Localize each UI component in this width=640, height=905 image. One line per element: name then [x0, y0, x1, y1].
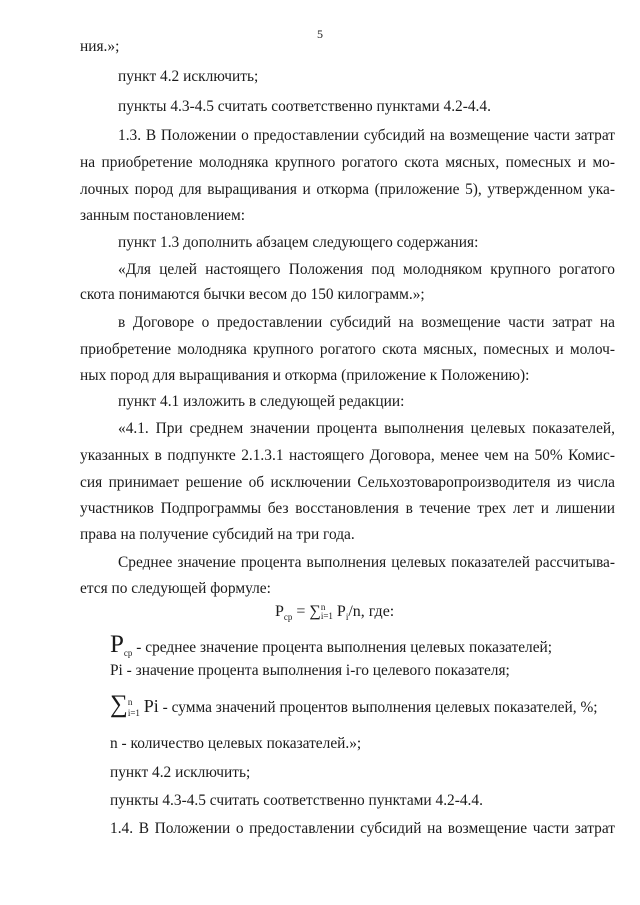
text-line: участников Подпрограммы без восстановления в течение трех лет и лишении — [80, 500, 615, 517]
definition-pcp: $P_{ср}$ - среднее значение процента выполнения целевых показателей; — [110, 631, 553, 658]
text-line: 1.3. В Положении о предоставлении субсидий на возмещение части затрат — [118, 127, 615, 144]
text-line: ных пород для выращивания и откорма (приложение к Положению): — [80, 367, 530, 384]
text-line: права на получение субсидий на три года. — [80, 526, 355, 543]
text-line: на приобретение молодняка крупного рогатого скота мясных, помесных и мо- — [80, 154, 615, 171]
formula: $P_{ср}$ = ∑ n i=1 $P_i/n$, где: — [275, 602, 395, 622]
text-line: пункт 1.3 дополнить абзацем следующего содержания: — [118, 234, 479, 251]
text-line: Среднее значение процента выполнения целевых показателей рассчитыва- — [118, 554, 615, 571]
text-line: скота понимаются бычки весом до 150 килограмм.»; — [80, 286, 425, 303]
text-line: лочных пород для выращивания и откорма (приложение 5), утвержденном ука- — [80, 181, 615, 198]
text-line: указанных в подпункте 2.1.3.1 настоящего Договора, менее чем на 50% Комис- — [80, 447, 615, 464]
text-line: пункт 4.2 исключить; — [110, 764, 251, 781]
definition-n: n - количество целевых показателей.»; — [110, 735, 362, 752]
text-line: в Договоре о предоставлении субсидий на возмещение части затрат на — [118, 314, 615, 331]
text-line: ния.»; — [80, 38, 120, 55]
definition-pi: Pi - значение процента выполнения i-го целевого показателя; — [110, 662, 510, 679]
text-line: занным постановлением: — [80, 207, 246, 224]
text-line: пункты 4.3-4.5 считать соответственно пунктами 4.2-4.4. — [110, 792, 483, 809]
text-line: ется по следующей формуле: — [80, 580, 271, 597]
text-line: «4.1. При среднем значении процента выполнения целевых показателей, — [118, 420, 615, 437]
text-line: пункт 4.2 исключить; — [118, 68, 259, 85]
page-number: 5 — [317, 27, 323, 41]
text-line: пункт 4.1 изложить в следующей редакции: — [118, 393, 405, 410]
text-line: пункты 4.3-4.5 считать соответственно пунктами 4.2-4.4. — [118, 98, 491, 115]
definition-sum: ∑ n i=1 Pi - сумма значений процентов выполнения целевых показателей, %; — [110, 691, 598, 719]
text-line: сия принимает решение об исключении Сельхозтоваропроизводителя из числа — [80, 474, 615, 491]
text-line: приобретение молодняка крупного рогатого скота мясных, помесных и молоч- — [80, 341, 615, 358]
text-line: 1.4. В Положении о предоставлении субсидий на возмещение части затрат — [110, 820, 615, 837]
text-line: «Для целей настоящего Положения под молодняком крупного рогатого — [118, 261, 615, 278]
